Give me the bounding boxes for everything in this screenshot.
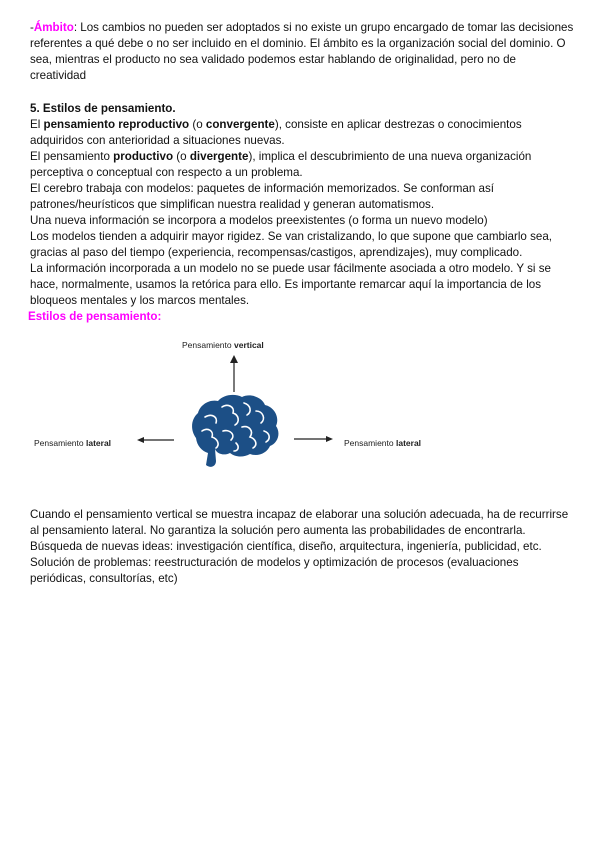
paragraph-nuevas-ideas: Búsqueda de nuevas ideas: investigación científica, diseño, arquitectura, ingeniería, publicidad, etc. <box>30 540 542 553</box>
paragraph-bloqueos: La información incorporada a un modelo no se puede usar fácilmente asociada a otro modelo. Y si se hace, normalmente, usamos la retórica para ello. Es importante remarcar aquí la importancia de los bloqueos mentales y los marcos mentales. <box>30 262 551 307</box>
paragraph-reproductivo: El pensamiento reproductivo (o convergente), consiste en aplicar destrezas o conocimientos adquiridos con anterioridad a situaciones nuevas. <box>30 118 522 147</box>
diagram-title: Estilos de pensamiento: <box>28 310 162 323</box>
paragraph-rigidez: Los modelos tienden a adquirir mayor rigidez. Se van cristalizando, lo que supone que cambiarlo sea, gracias al paso del tiempo (experiencia, recompensas/castigos, aprendizajes), muy complicado. <box>30 230 553 259</box>
label-vertical: Pensamiento vertical <box>182 340 264 350</box>
ambito-label: Ámbito <box>33 21 74 34</box>
arrow-up-icon <box>230 355 238 392</box>
thinking-styles-diagram <box>30 327 575 495</box>
label-lateral-right: Pensamiento lateral <box>344 438 422 448</box>
paragraph-solucion-problemas: Solución de problemas: reestructuración de modelos y optimización de procesos (evaluaciones periódicas, consultorías, etc) <box>30 556 519 585</box>
section-heading: 5. Estilos de pensamiento. <box>30 102 176 115</box>
ambito-text: : Los cambios no pueden ser adoptados si no existe un grupo encargado de tomar las decisiones referentes a qué debe o no ser incluido en el dominio. El ámbito es la organización social del dominio. O sea, mientras el producto no sea validado podemos estar hablando de originalidad, pero no de creatividad <box>30 21 574 82</box>
paragraph-vertical-lateral: Cuando el pensamiento vertical se muestra incapaz de elaborar una solución adecuada, ha de recurrirse al pensamiento lateral. No garantiza la solución pero aumenta las probabilidades de encontrarla. <box>30 508 569 537</box>
after-diagram-section <box>30 507 575 587</box>
paragraph-productivo: El pensamiento productivo (o divergente), implica el descubrimiento de una nueva organización perceptiva o conceptual con respecto a un problema. <box>30 150 532 179</box>
arrow-left-icon <box>137 437 174 443</box>
brain-icon <box>192 395 278 467</box>
label-lateral-left: Pensamiento lateral <box>34 438 112 448</box>
arrow-right-icon <box>294 436 333 442</box>
paragraph-nueva-informacion: Una nueva información se incorpora a modelos preexistentes (o forma un nuevo modelo) <box>30 214 488 227</box>
document-page <box>30 20 575 587</box>
paragraph-modelos: El cerebro trabaja con modelos: paquetes de información memorizados. Se conforman así patrones/heurísticos que simplifican nuestra realidad y generan automatismos. <box>30 182 494 211</box>
ambito-paragraph: -Ámbito: Los cambios no pueden ser adoptados si no existe un grupo encargado de tomar las decisiones referentes a qué debe o no ser incluido en el dominio. El ámbito es la organización social del dominio. O sea, mientras el producto no sea validado podemos estar hablando de originalidad, pero no de creatividad <box>30 21 574 82</box>
diagram-graphics <box>30 327 575 495</box>
